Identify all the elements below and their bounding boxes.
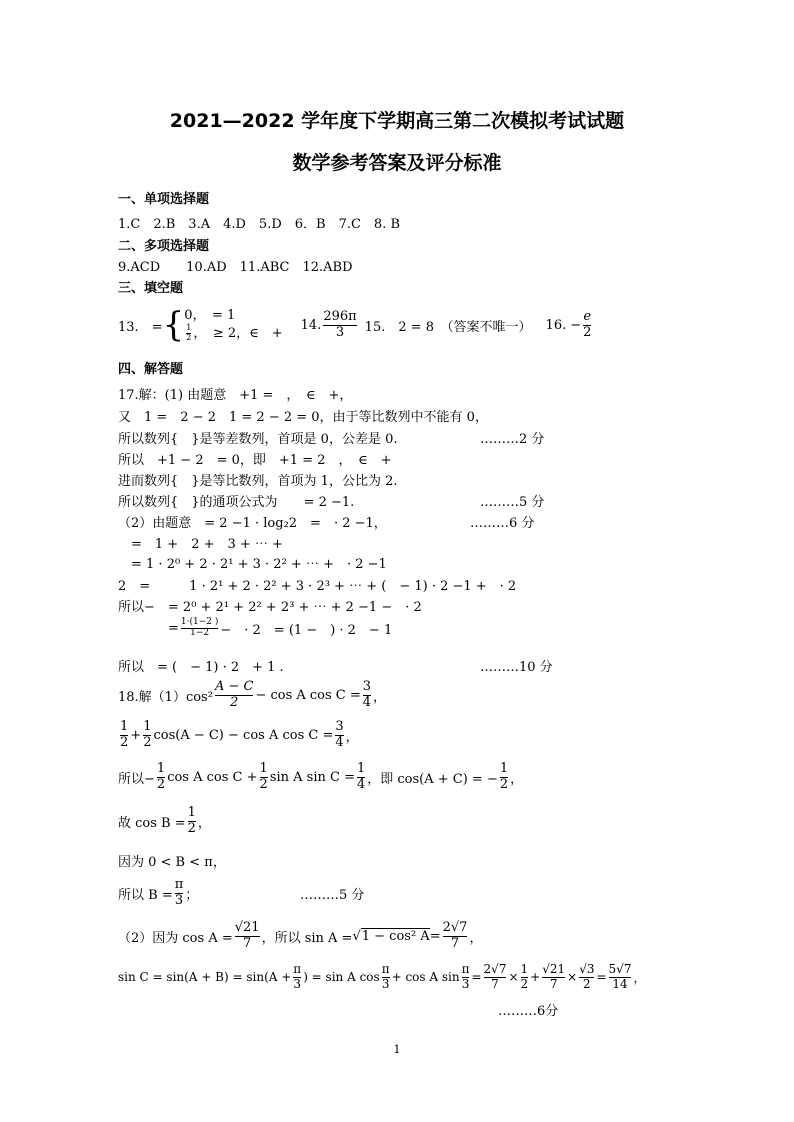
p17-line-9: = 1 · 2⁰ + 2 · 2¹ + 3 · 2² + ⋯ + · 2 −1 [118,557,387,572]
p17-line-11: 所以− = 2⁰ + 2¹ + 2² + 2³ + ⋯ + 2 −1 − · 2 [118,600,422,615]
p18-line-1: 18.解（1）cos² $\frac{A - C}{2}$ − cos A cos C = $\frac{3}{4}$ ， [118,679,387,710]
p17-line-5: 进而数列{ }是等比数列，首项为 1，公比为 2. [118,474,398,489]
p17-score-6: ………6 分 [470,516,535,531]
p17-score-5: ………5 分 [480,495,545,510]
q13-case-1: 0， = 1 [184,307,236,323]
p17-score-2: ………2 分 [480,432,545,447]
page-title: 2021—2022 学年度下学期高三第二次模拟考试试题 [169,110,625,132]
p18-line-5: 因为 0 < B < π， [118,855,226,870]
p17-sum-fraction: $\frac{1\cdot(1-2 )}{1-2}$ [180,617,219,638]
p17-line-8: = 1 + 2 + 3 + ⋯ + [118,537,283,552]
section-heading-single-choice: 一、单项选择题 [118,192,210,207]
p17-line-4: 所以 +1 − 2 = 0，即 +1 = 2 ， ∈ + [118,453,392,468]
p17-conclusion: 所以 = ( − 1) · 2 + 1 . [118,660,284,675]
q13-case-2-fraction: $\frac{1}{2}$ [186,323,192,343]
p17-line-1: 17.解：(1) 由题意 +1 = ， ∈ +， [118,388,353,403]
single-choice-answers: 1.C 2.B 3.A 4.D 5.D 6．B 7.C 8. B [118,217,401,232]
q14-answer: $\frac{296\pi}{3}$ [323,309,357,340]
p17-line-10: 2 = 1 · 2¹ + 2 · 2² + 3 · 2³ + ⋯ + ( − 1) · 2 −1 + · 2 [118,579,517,594]
p17-line-2: 又 1 = 2 − 2 1 = 2 − 2 = 0，由于等比数列中不能有 0， [118,410,488,425]
p17-score-10: ………10 分 [480,660,553,675]
q13-label: 13. = [118,319,163,335]
section-heading-solutions: 四、解答题 [118,362,184,377]
multi-choice-answers: 9.ACD 10.AD 11.ABC 12.ABD [118,260,353,275]
p17-line-6: 所以数列{ }的通项公式为 = 2 −1. [118,495,355,510]
p18-line-4: 故 cos B = $\frac{1}{2}$ ， [118,805,211,836]
q14-label: 14. [300,317,322,333]
q16-answer: $\frac{e}{2}$ [583,309,592,340]
p18-line-2: $\frac{1}{2}$ + $\frac{1}{2}$ cos(A − C) − cos A cos C = $\frac{3}{4}$ ， [120,719,359,750]
fill-in-answers: 13. = { 0， = 1 $\frac{1}{2}$ ， ≥ 2，∈ + 14. $\frac{296\pi}{3}$ 15. 2 = 8 （答案不唯一） 16. − $\frac{e}{2}$ [118,305,592,345]
page-subtitle: 数学参考答案及评分标准 [292,152,502,174]
q16-label: 16. [545,317,567,333]
q15-answer: 15. 2 = 8 （答案不唯一） [364,319,532,335]
brace-symbol: { [162,305,185,345]
section-heading-fill-in: 三、填空题 [118,281,184,296]
p17-line-7: （2）由题意 = 2 −1 · log₂2 = · 2 −1， [118,516,387,531]
q13-case-2: ， ≥ 2，∈ + [193,326,283,342]
p18-line-6: 所以 B = $\frac{\pi}{3}$ ； [118,877,199,908]
section-heading-multi-choice: 二、多项选择题 [118,239,210,254]
p18-score-6: ………6分 [498,1004,559,1019]
p18-score-5: ………5 分 [300,888,365,903]
page-number: 1 [393,1043,401,1056]
p18-line-7: （2）因为 cos A = $\frac{√21}{7}$ ，所以 sin A = √ 1 − cos² A = $\frac{2√7}{7}$ ， [118,920,483,951]
p17-sum-line: = $\frac{1\cdot(1-2 )}{1-2}$ − · 2 = (1 − ) · 2 − 1 [168,617,393,638]
p18-line-8: sin C = sin(A + B) = sin(A + $\frac{\pi}{3}$ ) = sin A cos $\frac{\pi}{3}$ + cos A sin $\frac{\pi}{3}$ = $\frac{2√7}{7}$ × $\frac{1}{2}$ + $\frac{√21}{7}$ × $\frac{√3}{2}$ = $\frac{5√7}{14}$ ， [118,962,646,991]
p18-line-3: 所以− $\frac{1}{2}$ cos A cos C + $\frac{1}{2}$ sin A sin C = $\frac{1}{4}$ ，即 cos(A + C) = − $\frac{1}{2}$ ， [118,761,524,792]
p17-line-3: 所以数列{ }是等差数列，首项是 0，公差是 0. [118,432,398,447]
